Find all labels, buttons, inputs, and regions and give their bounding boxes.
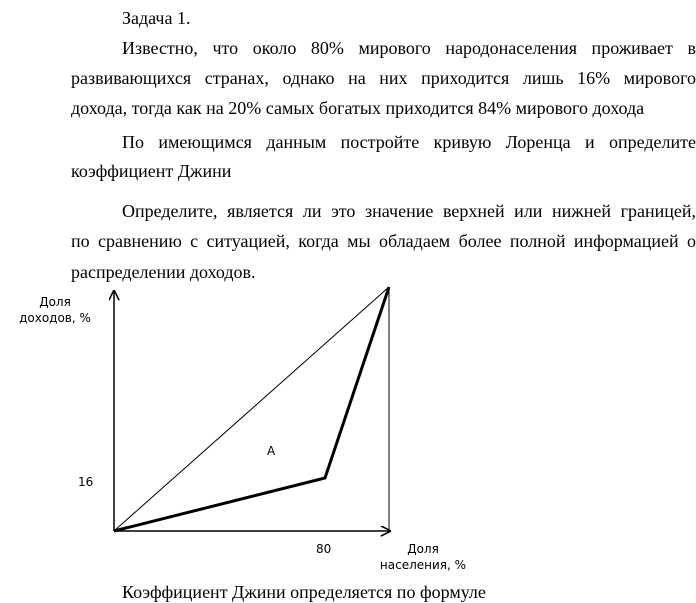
area-label: A <box>267 444 276 458</box>
x-axis-label-line1: Доля <box>407 542 439 556</box>
para1-line3: дохода, тогда как на 20% самых богатых приходится 84% мирового дохода <box>71 98 645 118</box>
y-axis-label-line1: Доля <box>39 295 71 309</box>
x-tick-label: 80 <box>316 542 332 556</box>
y-axis-label-line2: доходов, % <box>19 311 91 325</box>
para3-line1: Определите, является ли это значение верхней или нижней границей, <box>122 201 696 221</box>
para2-line1: По имеющимся данным постройте кривую Лоренца и определите <box>122 132 696 152</box>
x-axis-label <box>378 541 468 573</box>
task-heading: Задача 1. <box>122 8 191 28</box>
y-axis-label <box>10 294 100 326</box>
y-tick-label: 16 <box>78 475 94 489</box>
para1-line1: Известно, что около 80% мирового народонаселения проживает в <box>122 38 696 58</box>
para3-line2: по сравнению с ситуацией, когда мы обладаем более полной информацией о <box>71 231 696 251</box>
para3-line3: распределении доходов. <box>71 262 256 282</box>
x-axis-label-line2: населения, % <box>379 558 467 572</box>
para1-line2: развивающихся странах, однако на них приходится лишь 16% мирового <box>71 68 696 88</box>
gini-formula-intro: Коэффициент Джини определяется по формуле <box>122 582 486 602</box>
para2-line2: коэффициент Джини <box>71 161 232 181</box>
